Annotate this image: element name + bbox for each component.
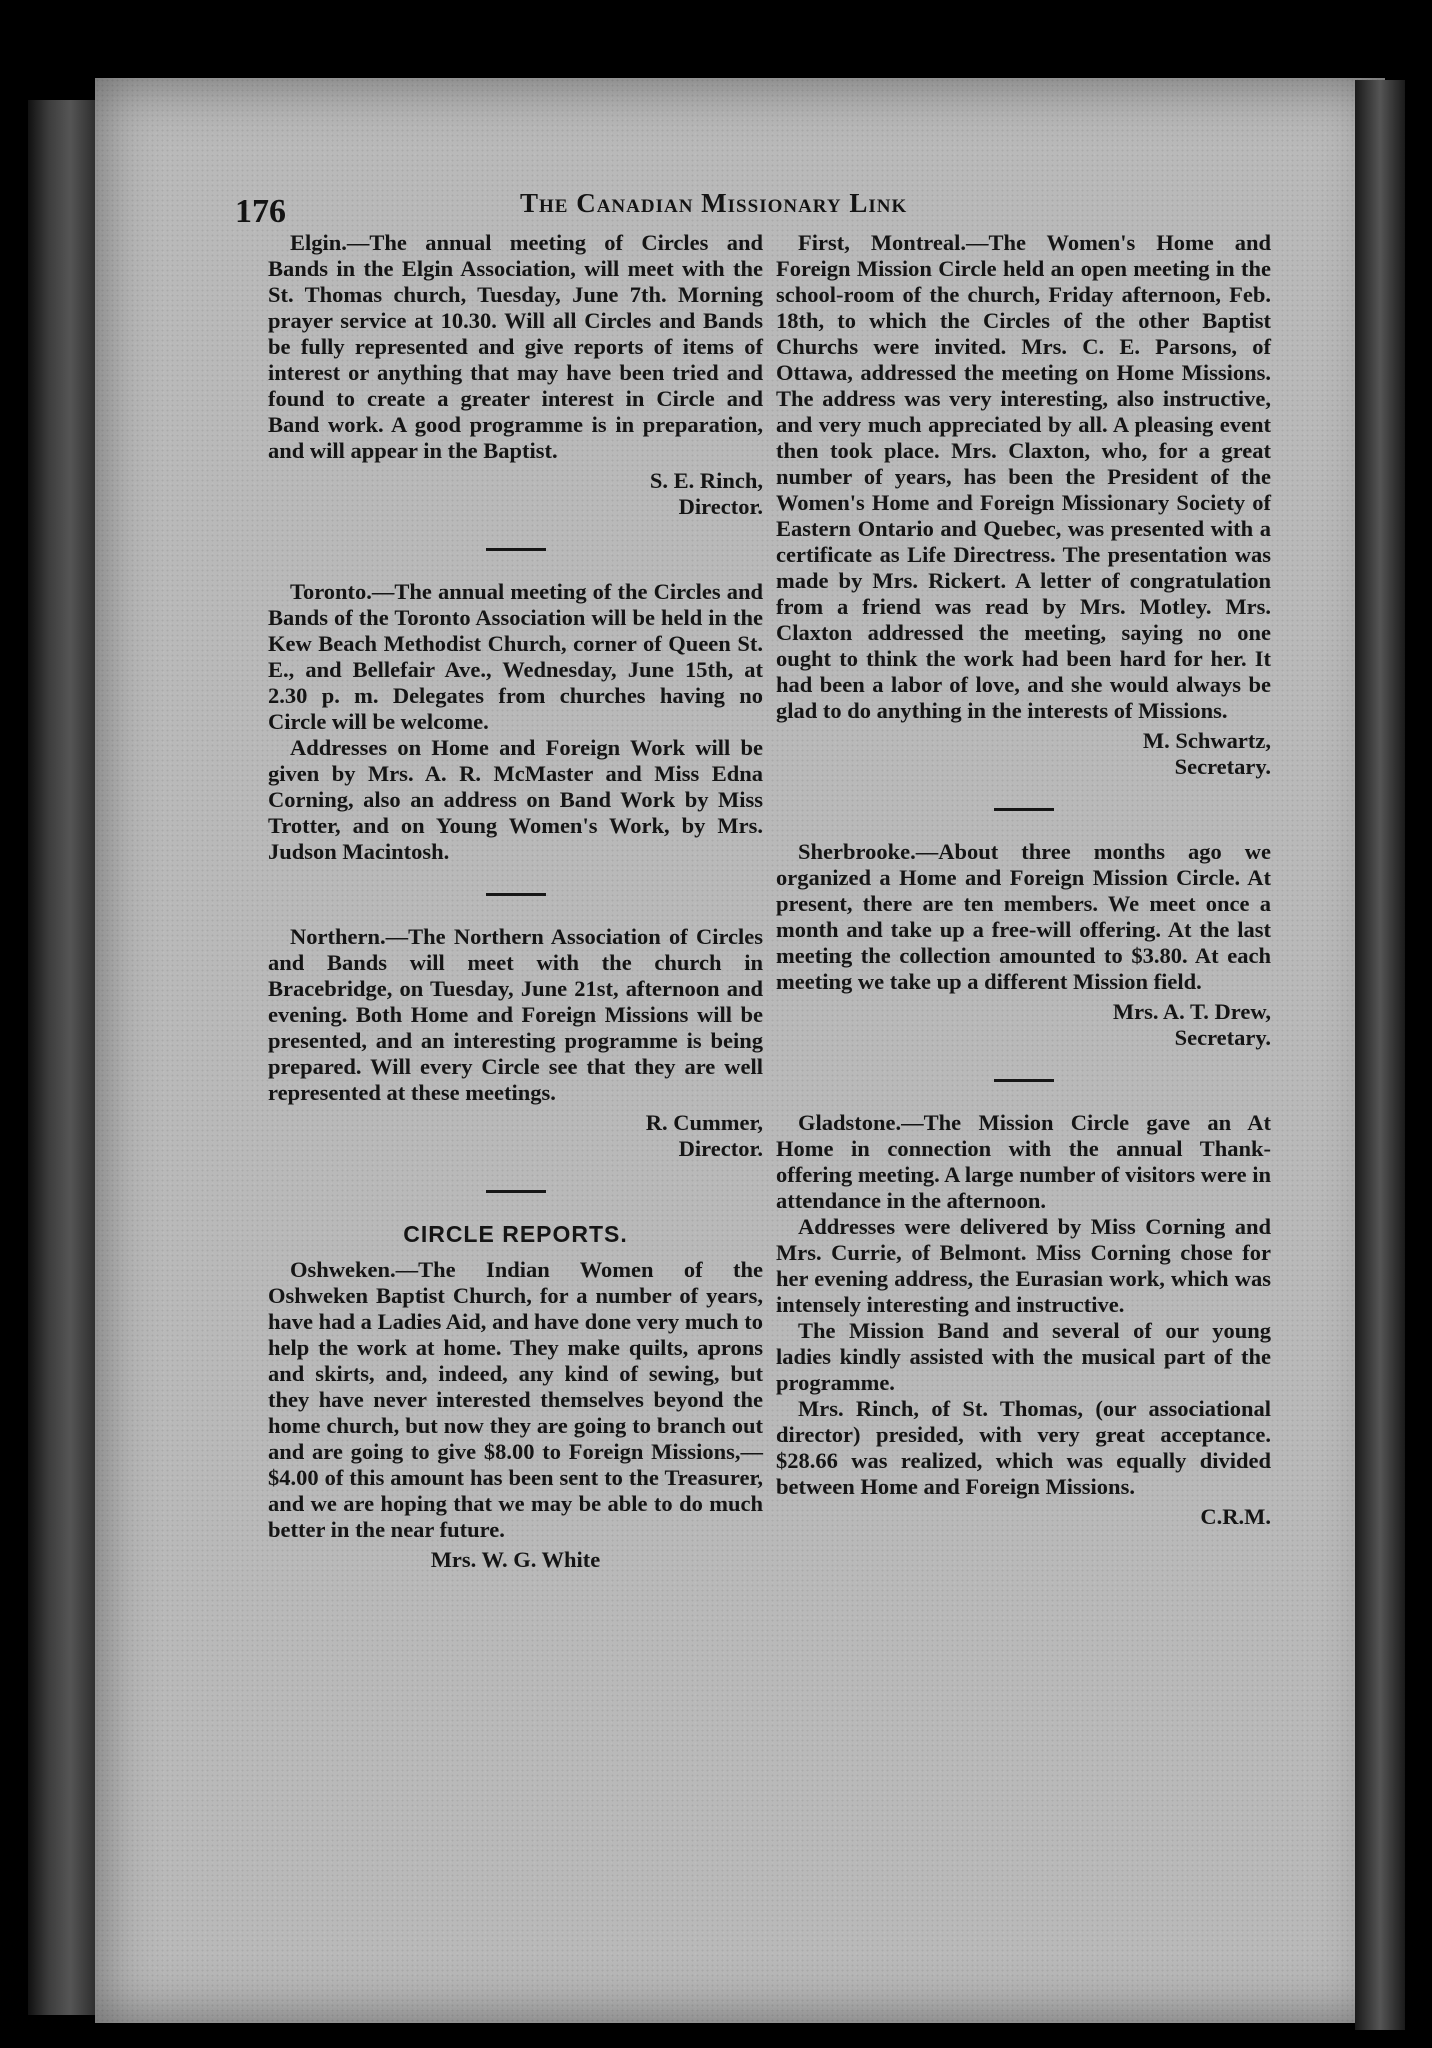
article-toronto: [268, 579, 763, 865]
article-paragraph: Sherbrooke.—About three months ago we organized a Home and Foreign Mission Circle. At present, there are ten members. We meet once a month and take up a free-will offering. At the last meeting the collection amounted to $3.80. At each meeting we take up a different Mission field.: [776, 839, 1271, 994]
article-signature: [268, 1547, 763, 1573]
book-spine-edge: [28, 100, 98, 2015]
section-divider: [486, 1190, 546, 1193]
section-divider: [486, 548, 546, 551]
article-signature: [776, 999, 1271, 1051]
article-signature: [776, 728, 1271, 780]
signature-name: C.R.M.: [1200, 1504, 1271, 1529]
right-column: [776, 230, 1271, 1530]
article-paragraph: The Mission Band and several of our young ladies kindly assisted with the musical part of the programme.: [776, 1318, 1271, 1395]
article-paragraph: Addresses were delivered by Miss Corning and Mrs. Currie, of Belmont. Miss Corning chose for her evening address, the Eurasian work, which was intensely interesting and instructive.: [776, 1214, 1271, 1317]
article-paragraph: Mrs. Rinch, of St. Thomas, (our associational director) presided, with very great acceptance. $28.66 was realized, which was equally divided between Home and Foreign Missions.: [776, 1396, 1271, 1499]
article-signature: [268, 468, 763, 520]
article-paragraph: Addresses on Home and Foreign Work will be given by Mrs. A. R. McMaster and Miss Edna Corning, also an address on Band Work by Miss Trotter, and on Young Women's Work, by Mrs. Judson Macintosh.: [268, 735, 763, 864]
section-divider: [994, 808, 1054, 811]
running-head: The Canadian Missionary Link: [520, 188, 908, 218]
article-paragraph: Elgin.—The annual meeting of Circles and Bands in the Elgin Association, will meet with the St. Thomas church, Tuesday, June 7th. Morning prayer service at 10.30. Will all Circles and Bands be fully represented and give reports of items of interest or anything that may have been tried and found to create a greater interest in Circle and Band work. A good programme is in preparation, and will appear in the Baptist.: [268, 230, 763, 463]
right-page-edge: [1355, 80, 1405, 2030]
circle-reports-heading: CIRCLE REPORTS.: [403, 1221, 628, 1247]
signature-title: Secretary.: [1174, 754, 1271, 779]
signature-name: S. E. Rinch,: [649, 468, 763, 493]
article-gladstone: [776, 1110, 1271, 1530]
section-divider: [994, 1079, 1054, 1082]
article-elgin: [268, 230, 763, 520]
article-sherbrooke: [776, 839, 1271, 1051]
article-paragraph: Northern.—The Northern Association of Circles and Bands will meet with the church in Bracebridge, on Tuesday, June 21st, afternoon and evening. Both Home and Foreign Missions will be presented, and an interesting programme is being prepared. Will every Circle see that they are well represented at these meetings.: [268, 924, 763, 1105]
article-paragraph: Oshweken.—The Indian Women of the Oshweken Baptist Church, for a number of years, have had a Ladies Aid, and have done very much to help the work at home. They make quilts, aprons and skirts, and, indeed, any kind of sewing, but they have never interested themselves beyond the home church, but now they are going to branch out and are going to give $8.00 to Foreign Missions,—$4.00 of this amount has been sent to the Treasurer, and we are hoping that we may be able to do much better in the near future.: [268, 1257, 763, 1542]
article-signature: [776, 1504, 1271, 1530]
article-oshweken: [268, 1257, 763, 1573]
article-northern: [268, 924, 763, 1162]
article-montreal: [776, 230, 1271, 780]
signature-name: Mrs. W. G. White: [430, 1547, 601, 1572]
left-column: [268, 230, 763, 1573]
signature-name: M. Schwartz,: [1142, 728, 1271, 753]
article-signature: [268, 1110, 763, 1162]
signature-title: Director.: [678, 1136, 763, 1161]
section-divider: [486, 893, 546, 896]
signature-name: Mrs. A. T. Drew,: [1112, 999, 1271, 1024]
signature-name: R. Cummer,: [645, 1110, 763, 1135]
page-number: 176: [235, 193, 286, 230]
signature-title: Secretary.: [1174, 1025, 1271, 1050]
article-paragraph: First, Montreal.—The Women's Home and Foreign Mission Circle held an open meeting in the school-room of the church, Friday afternoon, Feb. 18th, to which the Circles of the other Baptist Churchs were invited. Mrs. C. E. Parsons, of Ottawa, addressed the meeting on Home Missions. The address was very interesting, also instructive, and very much appreciated by all. A pleasing event then took place. Mrs. Claxton, who, for a great number of years, has been the President of the Women's Home and Foreign Missionary Society of Eastern Ontario and Quebec, was presented with a certificate as Life Directress. The presentation was made by Mrs. Rickert. A letter of congratulation from a friend was read by Mrs. Motley. Mrs. Claxton addressed the meeting, saying no one ought to think the work had been hard for her. It had been a labor of love, and she would always be glad to do anything in the interests of Missions.: [776, 230, 1271, 723]
signature-title: Director.: [678, 494, 763, 519]
article-paragraph: Toronto.—The annual meeting of the Circles and Bands of the Toronto Association will be held in the Kew Beach Methodist Church, corner of Queen St. E., and Bellefair Ave., Wednesday, June 15th, at 2.30 p. m. Delegates from churches having no Circle will be welcome.: [268, 579, 763, 734]
article-paragraph: Gladstone.—The Mission Circle gave an At Home in connection with the annual Thank-offering meeting. A large number of visitors were in attendance in the afternoon.: [776, 1110, 1271, 1213]
